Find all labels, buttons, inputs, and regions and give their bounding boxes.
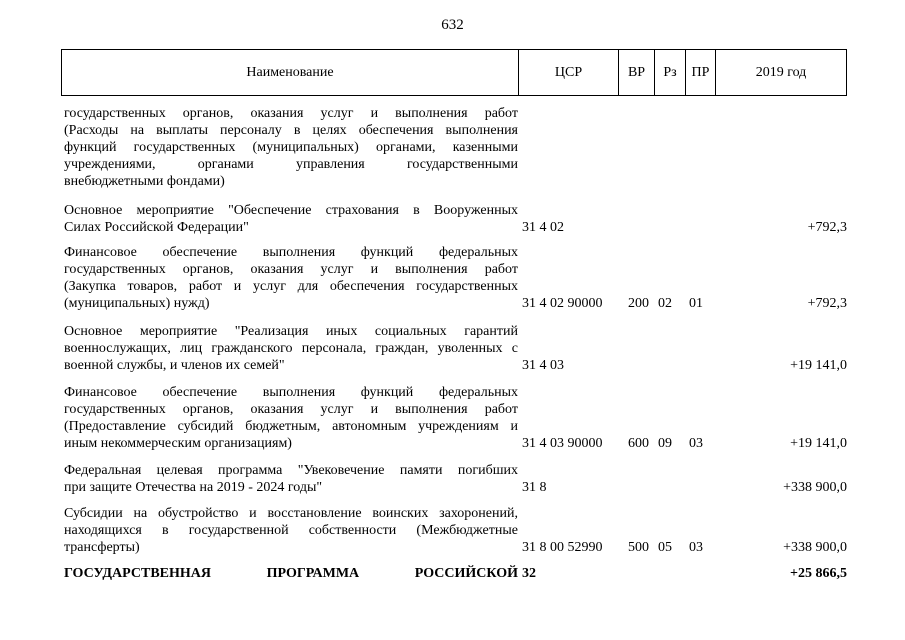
row-name-line: (Расходы на выплаты персоналу в целях обеспечения выполнения	[64, 123, 518, 138]
header-name: Наименование	[62, 50, 519, 95]
row-name-line: находящихся в государственной собственности (Межбюджетные	[64, 523, 518, 538]
row-name	[64, 565, 518, 582]
header-csr: ЦСР	[519, 50, 619, 95]
row-name-line: государственных органов, оказания услуг и выполнения работ	[64, 402, 518, 417]
row-name-line: Субсидии на обустройство и восстановление воинских захоронений,	[64, 506, 518, 521]
row-csr: 31 4 02	[522, 220, 564, 235]
row-csr: 31 4 03 90000	[522, 436, 603, 451]
row-csr: 32	[522, 566, 536, 581]
row-vr: 600	[628, 436, 649, 451]
row-amount: +338 900,0	[783, 540, 847, 555]
header-pr: ПР	[686, 50, 716, 95]
row-name-line: (Предоставление субсидий бюджетным, автономным учреждениям и	[64, 419, 518, 434]
row-name-line: функций государственных (муниципальных) органами, казенными	[64, 140, 518, 155]
row-name	[64, 323, 518, 374]
table-header	[61, 49, 847, 96]
header-vr: ВР	[619, 50, 655, 95]
row-amount: +25 866,5	[790, 566, 847, 581]
row-vr: 500	[628, 540, 649, 555]
row-name-line: военной службы, и членов их семей"	[64, 358, 285, 373]
row-name-line: государственных органов, оказания услуг и выполнения работ	[64, 262, 518, 277]
row-amount: +792,3	[807, 296, 847, 311]
row-name	[64, 244, 518, 312]
row-name-line: государственных органов, оказания услуг и выполнения работ	[64, 106, 518, 121]
row-name	[64, 202, 518, 236]
row-name-line: ГОСУДАРСТВЕННАЯ ПРОГРАММА РОССИЙСКОЙ	[64, 566, 518, 581]
row-rz: 05	[658, 540, 672, 555]
row-pr: 03	[689, 436, 703, 451]
row-rz: 09	[658, 436, 672, 451]
row-name	[64, 505, 518, 556]
row-name-line: трансферты)	[64, 540, 140, 555]
row-name-line: Силах Российской Федерации"	[64, 220, 249, 235]
row-csr: 31 8	[522, 480, 547, 495]
row-name-line: (муниципальных) нужд)	[64, 296, 210, 311]
row-amount: +338 900,0	[783, 480, 847, 495]
row-name-line: (Закупка товаров, работ и услуг для обеспечения государственных	[64, 279, 518, 294]
row-name-line: Финансовое обеспечение выполнения функций федеральных	[64, 245, 518, 260]
row-name	[64, 462, 518, 496]
row-name-line: внебюджетными фондами)	[64, 174, 225, 189]
row-name-line: при защите Отечества на 2019 - 2024 годы"	[64, 480, 323, 495]
row-csr: 31 4 03	[522, 358, 564, 373]
row-amount: +19 141,0	[790, 358, 847, 373]
row-pr: 03	[689, 540, 703, 555]
row-amount: +792,3	[807, 220, 847, 235]
row-name-line: учреждениями, органами управления государственными	[64, 157, 518, 172]
header-year: 2019 год	[755, 64, 807, 80]
row-csr: 31 4 02 90000	[522, 296, 603, 311]
row-name-line: иным некоммерческим организациям)	[64, 436, 292, 451]
row-name	[64, 384, 518, 452]
row-name-line: Федеральная целевая программа "Увековечение памяти погибших	[64, 463, 518, 478]
row-vr: 200	[628, 296, 649, 311]
row-name-line: Финансовое обеспечение выполнения функций федеральных	[64, 385, 518, 400]
page-number: 632	[441, 17, 464, 33]
row-rz: 02	[658, 296, 672, 311]
row-name-line: Основное мероприятие "Реализация иных социальных гарантий	[64, 324, 518, 339]
header-rz: Рз	[655, 50, 686, 95]
row-name-line: Основное мероприятие "Обеспечение страхования в Вооруженных	[64, 203, 518, 218]
row-name-line: военнослужащих, лиц гражданского персонала, граждан, уволенных с	[64, 341, 518, 356]
row-amount: +19 141,0	[790, 436, 847, 451]
row-pr: 01	[689, 296, 703, 311]
row-csr: 31 8 00 52990	[522, 540, 603, 555]
row-name	[64, 105, 518, 190]
